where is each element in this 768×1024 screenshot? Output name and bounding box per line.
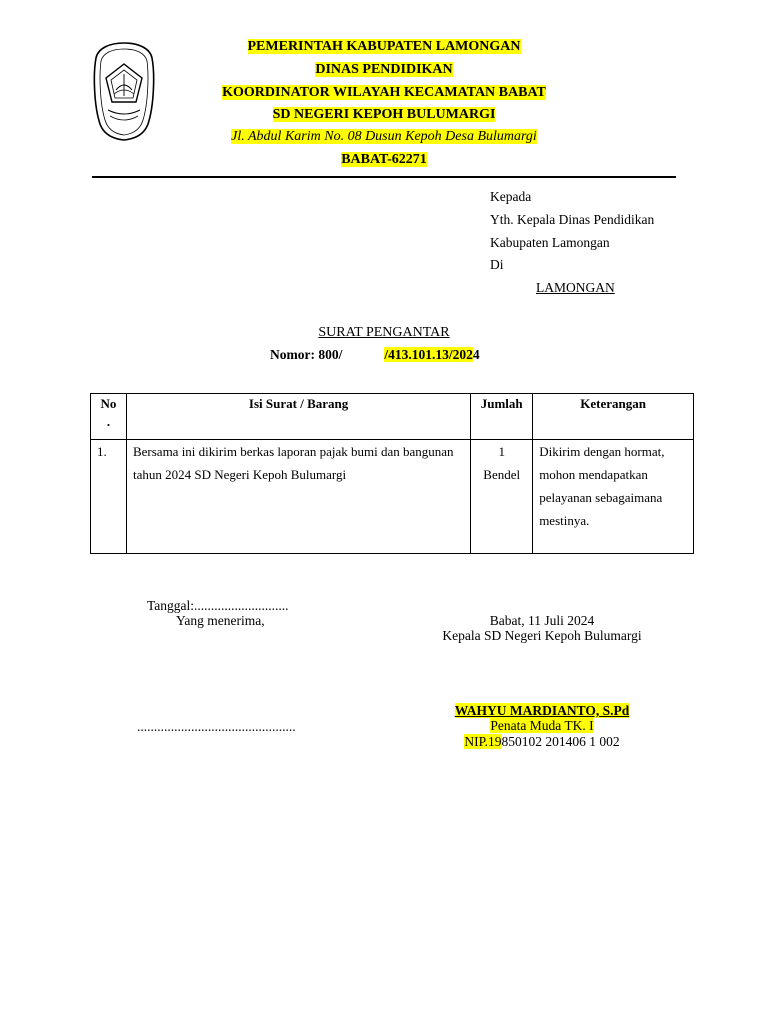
letter-number [270,347,480,363]
letter-number-code: /413.101.13/202 [384,347,473,362]
table-row [91,440,694,554]
recipient-line-4: Di [490,257,504,272]
header-keterangan: Keterangan [533,394,694,440]
cell-no: 1. [91,440,127,554]
header-isi: Isi Surat / Barang [126,394,470,440]
sender-place-date: Babat, 11 Juli 2024 [489,613,595,628]
letterhead-divider [92,176,676,178]
sender-rank: Penata Muda TK. I [490,718,594,733]
letterhead-city: BABAT-62271 [341,152,427,167]
sender-name: WAHYU MARDIANTO, S.Pd [454,703,630,718]
table-header-row [91,394,694,440]
cell-jumlah-qty: 1 [498,444,505,459]
cell-jumlah [471,440,533,554]
cell-jumlah-unit: Bendel [483,467,521,482]
recipient-line-3: Kabupaten Lamongan [490,235,610,250]
recipient-line-1: Kepada [490,189,532,204]
sender-position: Kepala SD Negeri Kepoh Bulumargi [442,628,642,643]
letter-title: SURAT PENGANTAR [318,325,450,340]
cell-isi: Bersama ini dikirim berkas laporan pajak bumi dan bangunan tahun 2024 SD Negeri Kepoh Bulumargi [126,440,470,554]
letterhead-address: Jl. Abdul Karim No. 08 Dusun Kepoh Desa Bulumargi [231,129,537,144]
sender-nip [412,734,672,750]
header-jumlah: Jumlah [471,394,533,440]
receiver-date: Tanggal:............................ [147,598,289,613]
sender-nip-rest: 850102 201406 1 002 [501,734,620,749]
letter-number-suffix: 4 [472,347,480,362]
header-no: No . [91,394,127,440]
letterhead-line-2: DINAS PENDIDIKAN [315,62,453,77]
recipient-line-2: Yth. Kepala Dinas Pendidikan [490,212,655,227]
letterhead-line-1: PEMERINTAH KABUPATEN LAMONGAN [247,39,521,54]
letter-number-prefix: Nomor: 800/ [270,347,343,362]
recipient-city: LAMONGAN [536,280,615,295]
sender-nip-prefix: NIP.19 [464,734,502,749]
items-table [90,393,694,554]
letterhead-line-3: KOORDINATOR WILAYAH KECAMATAN BABAT [222,85,546,100]
letterhead-line-4: SD NEGERI KEPOH BULUMARGI [272,107,496,122]
receiver-signature-line: ............................................... [137,719,296,734]
cell-keterangan: Dikirim dengan hormat, mohon mendapatkan pelayanan sebagaimana mestinya. [533,440,694,554]
receiver-label: Yang menerima, [176,613,265,628]
